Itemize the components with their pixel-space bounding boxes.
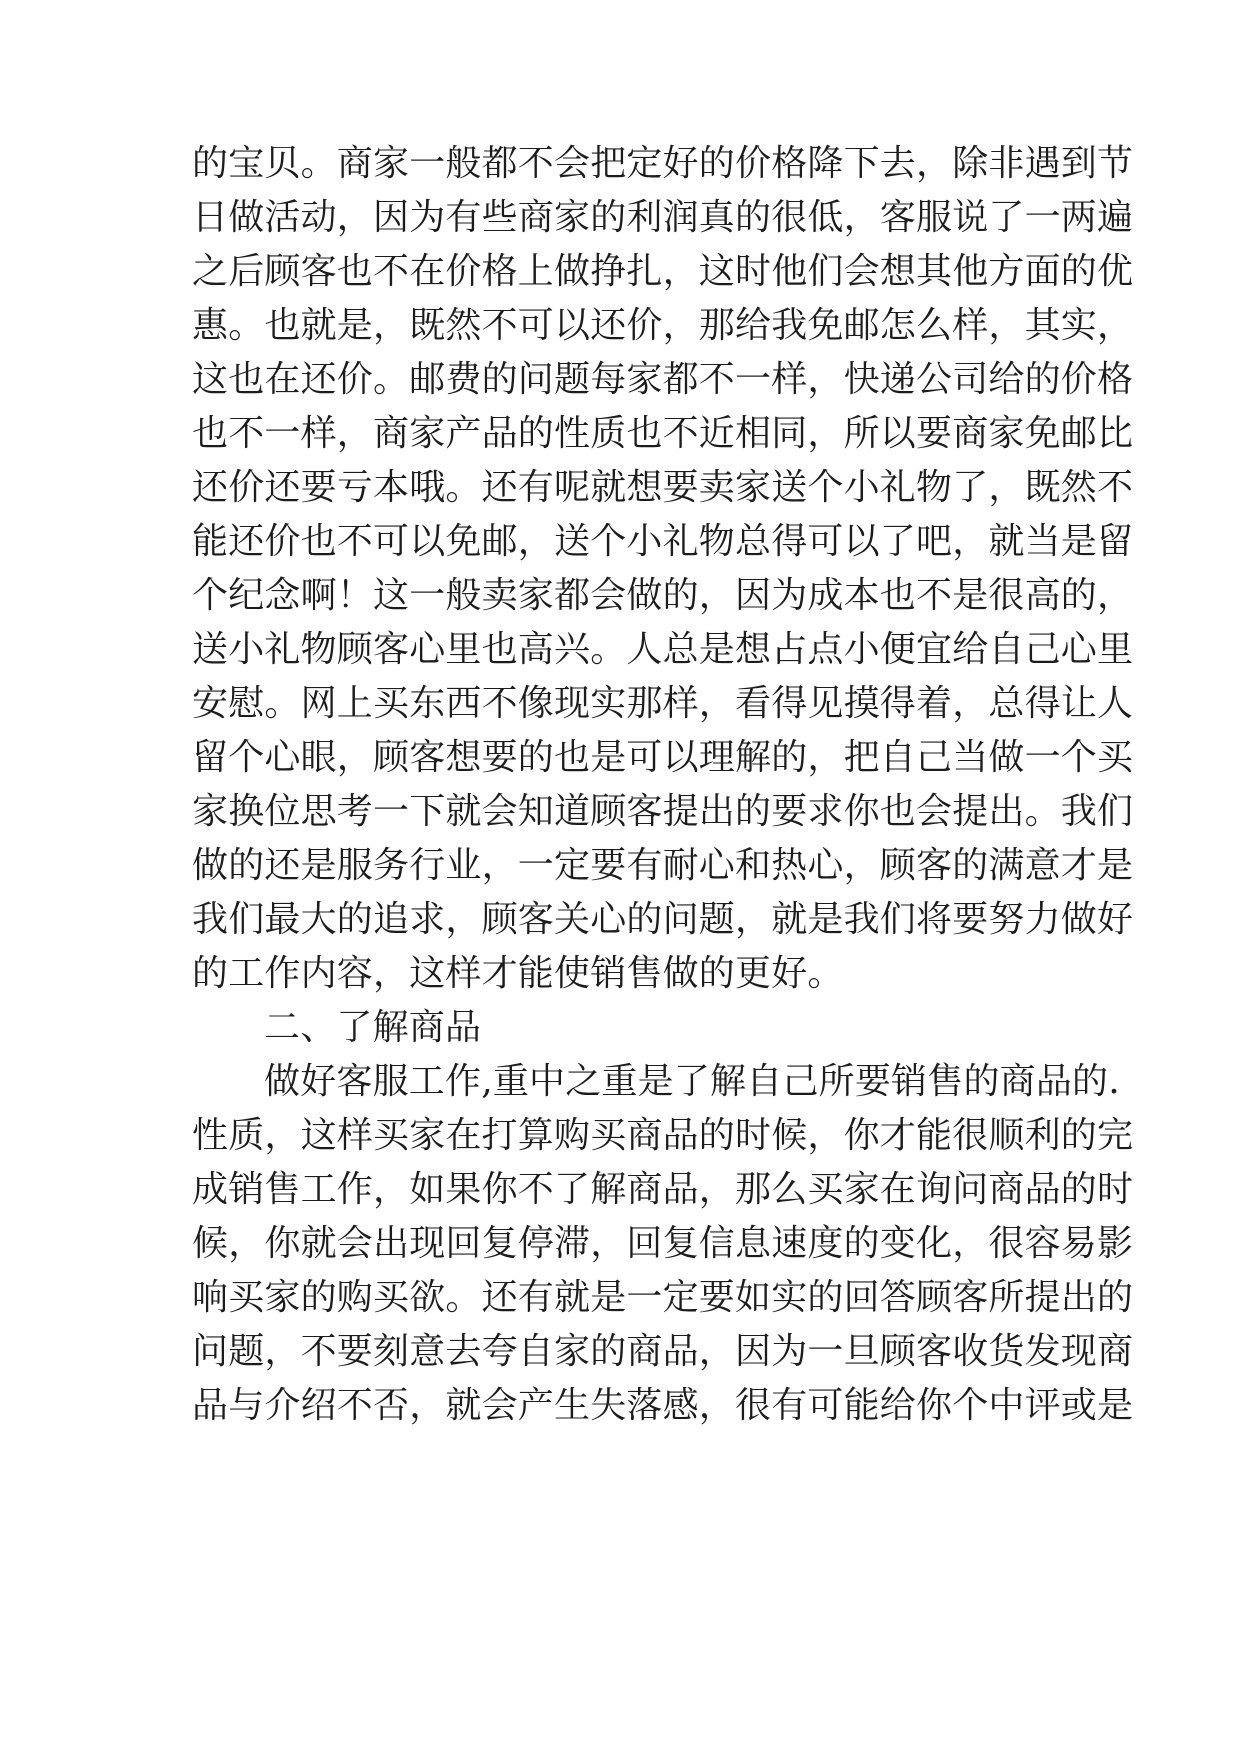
- text-line: 留个心眼，顾客想要的也是可以理解的，把自己当做一个买: [192, 737, 1134, 778]
- text-line: 品与介绍不否，就会产生失落感，很有可能给你个中评或是: [192, 1385, 1134, 1426]
- text-line: 这也在还价。邮费的问题每家都不一样，快递公司给的价格: [192, 359, 1134, 400]
- text-line: 惠。也就是，既然不可以还价，那给我免邮怎么样，其实，: [192, 305, 1134, 346]
- text-line: 做好客服工作,重中之重是了解自己所要销售的商品的.: [264, 1061, 1120, 1102]
- text-line: 送小礼物顾客心里也高兴。人总是想占点小便宜给自己心里: [192, 629, 1134, 670]
- text-line: 做的还是服务行业，一定要有耐心和热心，顾客的满意才是: [192, 845, 1134, 886]
- text-line: 家换位思考一下就会知道顾客提出的要求你也会提出。我们: [192, 791, 1134, 832]
- text-line: 能还价也不可以免邮，送个小礼物总得可以了吧，就当是留: [192, 521, 1134, 562]
- text-line: 候，你就会出现回复停滞，回复信息速度的变化，很容易影: [192, 1223, 1134, 1264]
- text-line: 响买家的购买欲。还有就是一定要如实的回答顾客所提出的: [192, 1277, 1134, 1318]
- text-line: 性质，这样买家在打算购买商品的时候，你才能很顺利的完: [192, 1115, 1134, 1156]
- text-line: 之后顾客也不在价格上做挣扎，这时他们会想其他方面的优: [192, 251, 1134, 292]
- text-line: 也不一样，商家产品的性质也不近相同，所以要商家免邮比: [192, 413, 1134, 454]
- text-line: 成销售工作，如果你不了解商品，那么买家在询问商品的时: [192, 1169, 1134, 1210]
- text-line: 我们最大的追求，顾客关心的问题，就是我们将要努力做好: [192, 899, 1134, 940]
- text-line: 还价还要亏本哦。还有呢就想要卖家送个小礼物了，既然不: [192, 467, 1134, 508]
- text-line: 个纪念啊！这一般卖家都会做的，因为成本也不是很高的，: [192, 575, 1134, 616]
- text-line: 的宝贝。商家一般都不会把定好的价格降下去，除非遇到节: [192, 143, 1134, 184]
- text-line: 安慰。网上买东西不像现实那样，看得见摸得着，总得让人: [192, 683, 1134, 724]
- text-line: 问题，不要刻意去夸自家的商品，因为一旦顾客收货发现商: [192, 1331, 1134, 1372]
- section-heading: 二、了解商品: [264, 1007, 482, 1048]
- text-line: 日做活动，因为有些商家的利润真的很低，客服说了一两遍: [192, 197, 1134, 238]
- text-line: 的工作内容，这样才能使销售做的更好。: [192, 953, 844, 994]
